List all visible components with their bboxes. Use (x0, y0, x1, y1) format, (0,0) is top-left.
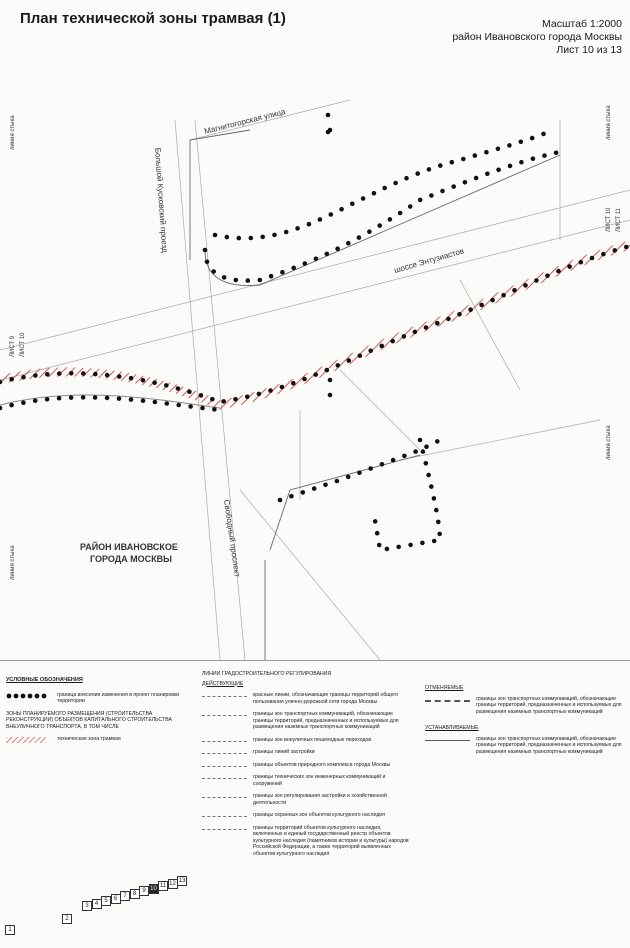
boundary-dot (212, 407, 217, 412)
boundary-dot (33, 373, 38, 378)
boundary-dot (377, 543, 382, 548)
boundary-dot (205, 260, 210, 265)
boundary-dot (346, 475, 351, 480)
boundary-dot (474, 176, 479, 181)
boundary-dot (457, 312, 462, 317)
tram-zone-hatch-icon (6, 737, 51, 743)
edge-label-sheet10-left: ЛИСТ 10 (20, 332, 26, 357)
boundary-dot (258, 278, 263, 283)
boundary-dot (329, 212, 334, 217)
boundary-dot (490, 298, 495, 303)
legend-boundary-text: граница внесения изменения в проект планировки территории (57, 691, 180, 704)
boundary-dot (375, 531, 380, 536)
boundary-dot (93, 395, 98, 400)
boundary-dot (391, 458, 396, 463)
boundary-dot (328, 378, 333, 383)
legend-line-symbol (202, 737, 247, 742)
boundary-dot (257, 392, 262, 397)
legend-col2-item (202, 692, 412, 705)
boundary-dot (81, 371, 86, 376)
boundary-dot (152, 380, 157, 385)
boundary-dot (260, 235, 265, 240)
legend-set-text: границы зон транспортных коммуникаций, обозначающие границы территорий, предназначенных и используемых для размещения наземных транспортных коммуникаций (476, 735, 622, 755)
boundary-dot (396, 545, 401, 550)
legend-row-boundary (6, 692, 196, 705)
boundary-dot (350, 202, 355, 207)
boundary-dot (388, 217, 393, 222)
edge-label-join-right-bottom: линия стыка (606, 425, 612, 460)
boundary-dot (57, 396, 62, 401)
map-canvas (0, 60, 630, 660)
boundary-dot (153, 400, 158, 405)
boundary-dot (601, 252, 606, 257)
sheet-index-box: 3 (82, 901, 92, 911)
sheet-index-box: 4 (92, 899, 102, 909)
legend-row-tram-zone (6, 736, 196, 743)
header-meta (452, 18, 622, 57)
street-label-kuskovo: Большой Кусковский проезд (153, 147, 170, 253)
boundary-dot (211, 269, 216, 274)
boundary-dot (479, 303, 484, 308)
boundary-dot (45, 397, 50, 402)
boundary-dot (508, 164, 513, 169)
boundary-dot (429, 484, 434, 489)
boundary-dot (45, 372, 50, 377)
legend-col2-item (202, 793, 412, 806)
boundary-dot (418, 198, 423, 203)
boundary-dot (418, 438, 423, 443)
boundary-dot (328, 393, 333, 398)
scale-label: Масштаб 1:2000 (542, 18, 622, 30)
page-title: План технической зоны трамвая (1) (20, 10, 286, 27)
boundary-dot (326, 130, 331, 135)
legend-col2-item-text: границы зон транспортных коммуникаций, обозначающие границы территорий, предназначенных и используемых для размещения наземных транспортных коммуникаций (253, 711, 399, 730)
boundary-dot (347, 358, 352, 363)
boundary-dot (357, 235, 362, 240)
boundary-dot (415, 171, 420, 176)
legend-line-symbol (202, 774, 247, 779)
boundary-dot (463, 180, 468, 185)
boundary-dot (424, 325, 429, 330)
boundary-dot (473, 153, 478, 158)
boundary-dot (496, 147, 501, 152)
boundary-dot (390, 339, 395, 344)
street-label-svobodny: Свободный проспект (222, 499, 242, 578)
legend-line-symbol (202, 793, 247, 798)
boundary-dot (432, 496, 437, 501)
boundary-dot (233, 397, 238, 402)
boundary-dot (335, 246, 340, 251)
boundary-dot (435, 321, 440, 326)
boundary-dot (301, 490, 306, 495)
boundary-dot (312, 486, 317, 491)
boundary-dot (380, 462, 385, 467)
boundary-dot (225, 235, 230, 240)
sheet-index-box: 9 (139, 886, 149, 896)
boundary-dot (335, 479, 340, 484)
dot-boundary-icon (6, 693, 51, 699)
legend-line-symbol (202, 692, 247, 697)
legend-col2-item (202, 749, 412, 756)
boundary-dot (249, 236, 254, 241)
boundary-dot (269, 274, 274, 279)
boundary-dot (325, 252, 330, 257)
district-name-line1: РАЙОН ИВАНОВСКОЕ (80, 542, 178, 552)
boundary-dot (436, 520, 441, 525)
boundary-dot (221, 399, 226, 404)
boundary-dot (385, 547, 390, 552)
boundary-dot (451, 184, 456, 189)
legend-zone-heading: ЗОНЫ ПЛАНИРУЕМОГО РАЗМЕЩЕНИЯ (СТРОИТЕЛЬСТВА РЕКОНСТРУКЦИИ) ОБЪЕКТОВ КАПИТАЛЬНОГО СТРОИТЕЛЬСТВА ВНЕУЛИЧНОГО ТРАНСПОРТА, В ТОМ ЧИСЛЕ (6, 710, 172, 730)
boundary-dot (307, 222, 312, 227)
boundary-dot (81, 395, 86, 400)
legend-col2-item-text: границы объектов природного комплекса города Москвы (253, 761, 391, 768)
boundary-dot (534, 278, 539, 283)
boundary-dot (222, 275, 227, 280)
boundary-dot (272, 233, 277, 238)
boundary-dot (545, 274, 550, 279)
legend-cancel-text: границы зон транспортных коммуникаций, обозначающие границы территорий, предназначенных и используемых для размещения наземных транспортных коммуникаций (476, 695, 622, 715)
boundary-dot (438, 163, 443, 168)
legend-col2-item (202, 711, 412, 731)
sheet-index-box: 13 (178, 878, 186, 884)
sheet-index-box: 10 (150, 885, 157, 892)
boundary-dot (519, 160, 524, 165)
boundary-dot (408, 204, 413, 209)
legend-col2-item-text: красные линии, обозначающие границы территорий общего пользования улично-дорожной сети города Москвы (253, 692, 399, 705)
boundary-dot (468, 307, 473, 312)
street-label-entuziastov: шоссе Энтузиастов (393, 246, 466, 275)
boundary-dot (278, 498, 283, 503)
legend-heading: УСЛОВНЫЕ ОБОЗНАЧЕНИЯ (6, 677, 83, 683)
boundary-dot (484, 150, 489, 155)
legend-panel (0, 660, 630, 948)
boundary-dot (117, 396, 122, 401)
boundary-dot (373, 519, 378, 524)
boundary-dot (624, 245, 629, 250)
boundary-dot (367, 229, 372, 234)
boundary-dot (187, 390, 192, 395)
boundary-dot (33, 398, 38, 403)
legend-col2-sub: ДЕЙСТВУЮЩИЕ (202, 680, 244, 687)
edge-label-join-right-top: линия стыка (606, 105, 612, 140)
legend-col2-item (202, 825, 412, 858)
legend-row-cancel (425, 696, 625, 716)
boundary-dot (357, 470, 362, 475)
sheet-index-box: 8 (130, 889, 140, 899)
sheet-index-box: 11 (159, 883, 167, 889)
boundary-dot (280, 385, 285, 390)
district-name-line2: ГОРОДА МОСКВЫ (90, 554, 172, 564)
boundary-dot (382, 186, 387, 191)
boundary-dot (295, 226, 300, 231)
boundary-dot (421, 449, 426, 454)
boundary-dot (379, 344, 384, 349)
boundary-dot (21, 375, 26, 380)
boundary-dot (377, 223, 382, 228)
boundary-dot (105, 396, 110, 401)
set-line-symbol (425, 736, 470, 741)
boundary-dot (326, 113, 331, 118)
boundary-dot (368, 466, 373, 471)
legend-col2-item-text: границы зон регулирования застройки и хозяйственной деятельности (253, 793, 387, 806)
boundary-dot (280, 270, 285, 275)
boundary-dot (413, 330, 418, 335)
boundary-dot (408, 543, 413, 548)
boundary-dot (284, 230, 289, 235)
boundary-dot (501, 293, 506, 298)
boundary-dot (426, 473, 431, 478)
legend-line-symbol (202, 825, 247, 830)
boundary-dot (531, 156, 536, 161)
boundary-dot (141, 378, 146, 383)
boundary-dot (523, 283, 528, 288)
boundary-dot (303, 261, 308, 266)
sheet-label: Лист 10 из 13 (556, 44, 622, 56)
boundary-dot (164, 383, 169, 388)
edge-label-sheet9: ЛИСТ 9 (10, 335, 16, 357)
boundary-dot (361, 196, 366, 201)
legend-col2-heading: ЛИНИИ ГРАДОСТРОИТЕЛЬНОГО РЕГУЛИРОВАНИЯ (202, 671, 332, 677)
boundary-dot (420, 541, 425, 546)
boundary-dot (404, 176, 409, 181)
sheet-index-box: 5 (101, 896, 111, 906)
boundary-dot (188, 404, 193, 409)
boundary-dot (69, 371, 74, 376)
boundary-dot (413, 449, 418, 454)
edge-label-sheet11: ЛИСТ 11 (616, 208, 622, 232)
legend-tram-zone-text: техническая зона трамвая (57, 736, 121, 742)
boundary-dot (129, 397, 134, 402)
boundary-dot (237, 236, 242, 241)
boundary-dot (542, 153, 547, 158)
edge-label-join-left-top: линия стыка (10, 115, 16, 150)
boundary-dot (446, 317, 451, 322)
boundary-dot (368, 349, 373, 354)
boundary-dot (21, 400, 26, 405)
boundary-dot (318, 217, 323, 222)
edge-label-sheet10-right: ЛИСТ 10 (606, 207, 612, 232)
legend-column-1 (6, 677, 196, 749)
boundary-dot (203, 248, 208, 253)
legend-line-symbol (202, 762, 247, 767)
sheet-index-box: 1 (5, 925, 15, 935)
legend-line-symbol (202, 812, 247, 817)
boundary-dot (429, 193, 434, 198)
sheet-index-box: 7 (120, 891, 130, 901)
street-label-magnitogorsk: Магнитогорская улица (203, 107, 287, 136)
boundary-dot (176, 403, 181, 408)
boundary-dot (507, 143, 512, 148)
legend-col2-item-text: границы технических зон инженерных коммуникаций и сооружений (253, 774, 386, 787)
boundary-dot (450, 160, 455, 165)
boundary-dot (402, 334, 407, 339)
boundary-dot (141, 398, 146, 403)
legend-col2-item-text: границы охранных зон объектов культурного наследия (253, 812, 386, 818)
legend-col2-item (202, 812, 412, 819)
boundary-dot (519, 140, 524, 145)
boundary-dot (424, 461, 429, 466)
boundary-dot (245, 395, 250, 400)
legend-column-2 (202, 671, 412, 863)
sheet-index-box: 6 (111, 894, 121, 904)
boundary-dot (9, 403, 14, 408)
legend-col2-item-text: границы линий застройки (253, 749, 315, 755)
legend-column-3 (425, 685, 625, 761)
boundary-dot (432, 539, 437, 544)
boundary-dot (268, 388, 273, 393)
sheet-index-box: 2 (62, 914, 72, 924)
boundary-dot (210, 397, 215, 402)
legend-cancel-heading: ОТМЕНЯЕМЫЕ (425, 685, 464, 691)
boundary-dot (129, 376, 134, 381)
boundary-dot (325, 368, 330, 373)
boundary-dot (590, 256, 595, 261)
boundary-dot (213, 233, 218, 238)
boundary-dot (117, 374, 122, 379)
boundary-dot (461, 157, 466, 162)
legend-set-heading: УСТАНАВЛИВАЕМЫЕ (425, 725, 479, 731)
boundary-dot (313, 372, 318, 377)
legend-line-symbol (202, 711, 247, 716)
legend-line-symbol (202, 749, 247, 754)
legend-col2-item (202, 762, 412, 769)
legend-row-set (425, 736, 625, 756)
boundary-dot (234, 278, 239, 283)
boundary-dot (567, 264, 572, 269)
boundary-dot (57, 371, 62, 376)
cancel-line-symbol (425, 696, 470, 702)
boundary-dot (358, 353, 363, 358)
boundary-dot (398, 211, 403, 216)
boundary-dot (246, 278, 251, 283)
boundary-dot (105, 373, 110, 378)
boundary-dot (69, 395, 74, 400)
boundary-dot (289, 494, 294, 499)
boundary-dot (496, 168, 501, 173)
boundary-dot (339, 207, 344, 212)
boundary-dot (556, 269, 561, 274)
boundary-dot (346, 241, 351, 246)
boundary-dot (393, 181, 398, 186)
boundary-dot (434, 508, 439, 513)
boundary-dot (176, 386, 181, 391)
boundary-dot (512, 288, 517, 293)
boundary-dot (302, 377, 307, 382)
boundary-dot (291, 381, 296, 386)
legend-col2-item (202, 737, 412, 744)
boundary-dot (372, 191, 377, 196)
boundary-dot (200, 406, 205, 411)
boundary-dot (530, 136, 535, 141)
boundary-dot (435, 439, 440, 444)
sheet-index-box: 12 (169, 880, 176, 887)
legend-col2-item-text: границы территорий объектов культурного наследия, включенных в единый государственный реестр объектов культурного наследия (памятников истории и культуры) народов Российской Федерации, а также территорий выявленных объектов культурного наследия (253, 824, 409, 857)
boundary-dot (9, 377, 14, 382)
boundary-dot (485, 172, 490, 177)
boundary-dot (93, 372, 98, 377)
boundary-dot (554, 151, 559, 156)
edge-label-join-left-bottom: линия стыка (10, 545, 16, 580)
legend-col2-item-text: границы зон внеуличных пешеходных переходов (253, 736, 372, 743)
boundary-dot (427, 167, 432, 172)
boundary-dot (291, 266, 296, 271)
boundary-dot (323, 483, 328, 488)
boundary-dot (199, 393, 204, 398)
legend-col2-item (202, 774, 412, 787)
boundary-dot (613, 248, 618, 253)
boundary-dot (424, 444, 429, 449)
boundary-dot (579, 260, 584, 265)
boundary-dot (314, 257, 319, 262)
boundary-dot (437, 532, 442, 537)
boundary-dot (541, 132, 546, 137)
district-label: район Ивановского города Москвы (452, 31, 622, 43)
boundary-dot (165, 401, 170, 406)
boundary-dot (336, 363, 341, 368)
boundary-dot (402, 454, 407, 459)
boundary-dot (440, 189, 445, 194)
